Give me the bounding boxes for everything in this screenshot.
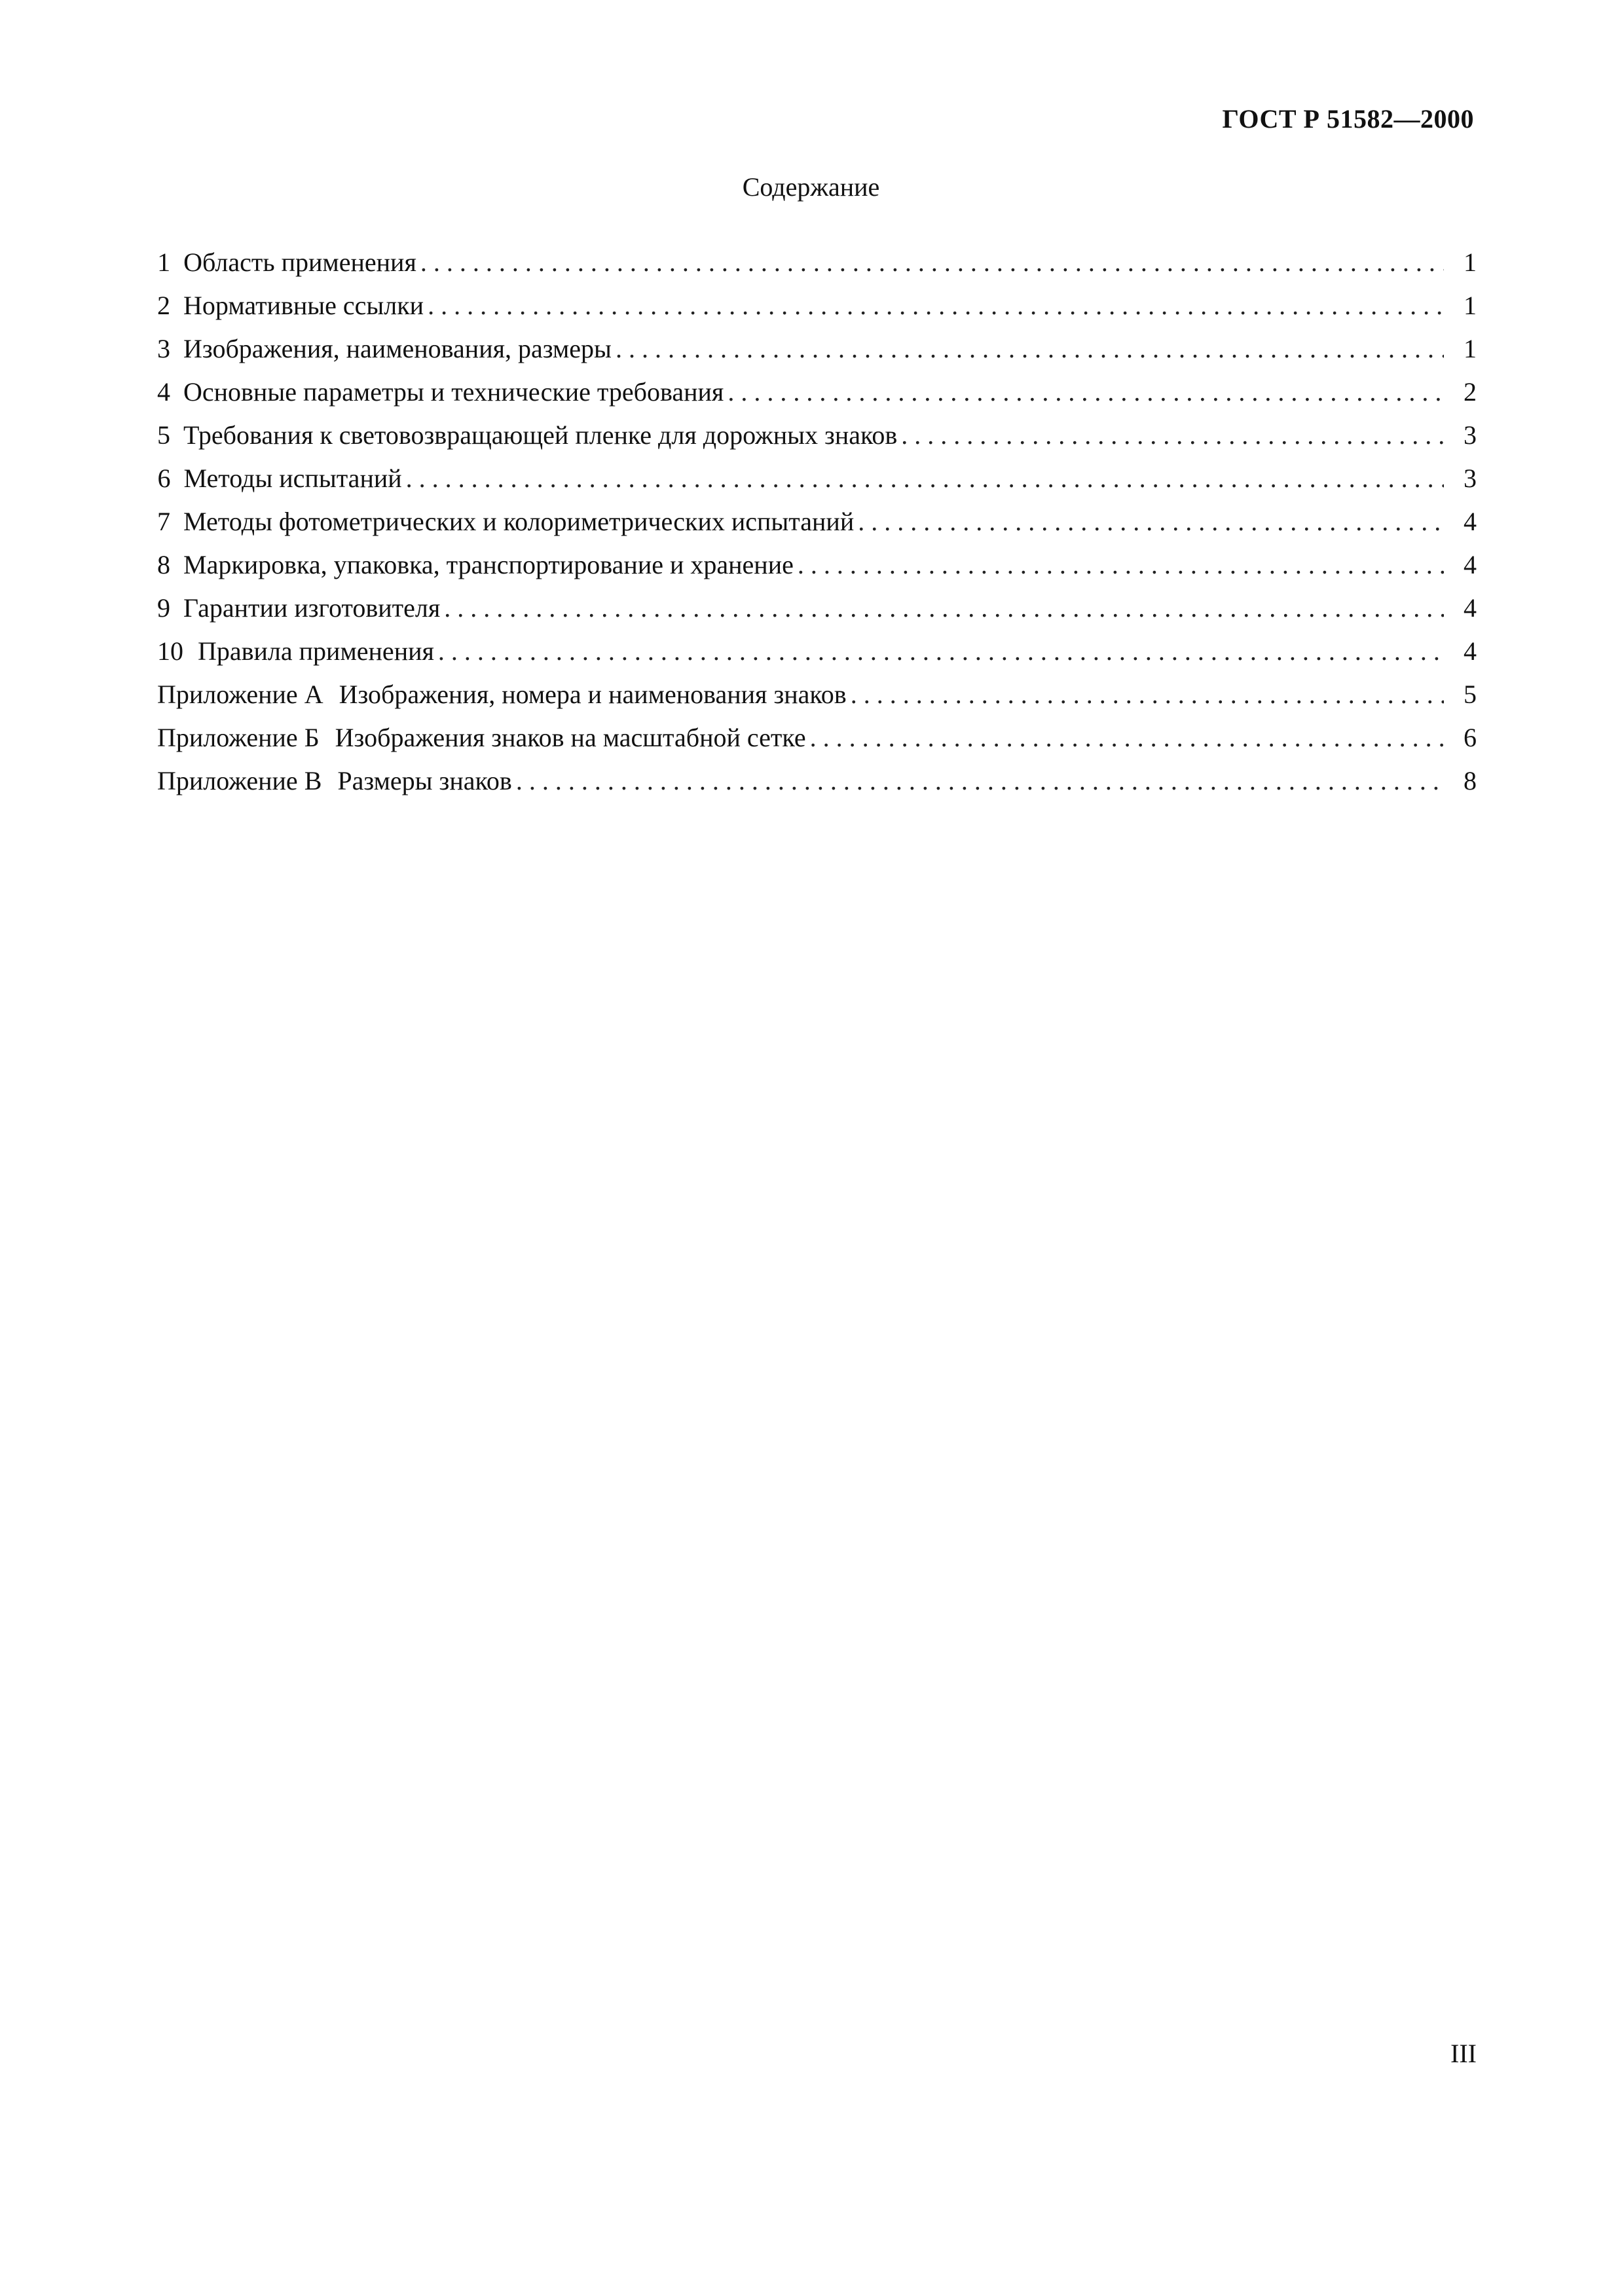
toc-dot-leader <box>444 592 1444 623</box>
toc-appendix-entry[interactable] <box>157 765 1477 809</box>
toc-entry-number: 2 <box>157 291 171 320</box>
toc-dot-leader <box>616 333 1444 364</box>
toc-entry-label: Методы фотометрических и колориметрических испытаний <box>183 507 855 536</box>
toc-entry-number: 4 <box>157 377 170 407</box>
toc-entry-label: Маркировка, упаковка, транспортирование и хранение <box>183 550 794 579</box>
toc-entry-label: Правила применения <box>198 636 434 666</box>
toc-entry-page: 6 <box>1464 723 1477 752</box>
toc-appendix-entry[interactable] <box>157 722 1477 765</box>
toc-entry[interactable] <box>157 376 1477 420</box>
toc-dot-leader <box>438 636 1444 666</box>
toc-entry-label: Изображения, номера и наименования знаков <box>339 680 847 709</box>
toc-entry-number: 6 <box>157 464 171 493</box>
toc-entry-page: 1 <box>1464 247 1477 277</box>
toc-entry-page: 3 <box>1464 420 1477 450</box>
toc-entry[interactable] <box>157 592 1477 636</box>
page-number: III <box>1450 2039 1477 2068</box>
toc-entry[interactable] <box>157 636 1477 679</box>
toc-entry-page: 5 <box>1464 680 1477 709</box>
toc-dot-leader <box>901 420 1444 450</box>
toc-entry-page: 1 <box>1464 291 1477 320</box>
toc-entry[interactable] <box>157 247 1477 290</box>
toc-entry-page: 4 <box>1464 593 1477 623</box>
toc-dot-leader <box>798 549 1444 580</box>
toc-title: Содержание <box>742 172 880 202</box>
toc-entry[interactable] <box>157 333 1477 376</box>
toc-dot-leader <box>420 247 1444 278</box>
toc-dot-leader <box>858 506 1444 537</box>
toc-entry-number: 7 <box>157 507 170 536</box>
toc-appendix-label: Приложение В <box>157 766 322 795</box>
toc-appendix-entry[interactable] <box>157 679 1477 722</box>
toc-entry-number: 10 <box>157 636 183 666</box>
toc-entry-number: 5 <box>157 420 170 450</box>
toc-dot-leader <box>516 765 1444 796</box>
toc-entry-page: 3 <box>1464 464 1477 493</box>
toc-entry[interactable] <box>157 549 1477 592</box>
document-code: ГОСТ Р 51582—2000 <box>1222 104 1474 134</box>
toc-dot-leader <box>810 722 1444 753</box>
toc-entry-label: Область применения <box>183 247 416 277</box>
toc-entry-page: 4 <box>1464 636 1477 666</box>
toc-entry-page: 1 <box>1464 334 1477 363</box>
toc-entry-page: 4 <box>1464 507 1477 536</box>
toc-entry[interactable] <box>157 420 1477 463</box>
toc-entry-label: Размеры знаков <box>337 766 512 795</box>
toc-entry-page: 4 <box>1464 550 1477 579</box>
toc-entry-label: Изображения знаков на масштабной сетке <box>335 723 806 752</box>
toc-dot-leader <box>851 679 1444 710</box>
toc-entry-label: Изображения, наименования, размеры <box>183 334 612 363</box>
toc-dot-leader <box>428 290 1444 321</box>
toc-appendix-label: Приложение Б <box>157 723 320 752</box>
toc-dot-leader <box>728 376 1444 407</box>
toc-appendix-label: Приложение А <box>157 680 323 709</box>
toc-entry-label: Нормативные ссылки <box>183 291 424 320</box>
toc-entry-number: 3 <box>157 334 170 363</box>
toc-dot-leader <box>406 463 1444 494</box>
toc-entry[interactable] <box>157 506 1477 549</box>
toc-entry-label: Требования к световозвращающей пленке для дорожных знаков <box>183 420 898 450</box>
table-of-contents <box>157 247 1477 809</box>
toc-entry-label: Основные параметры и технические требования <box>183 377 724 407</box>
toc-entry[interactable] <box>157 290 1477 333</box>
toc-entry-label: Гарантии изготовителя <box>183 593 441 623</box>
toc-entry-page: 8 <box>1464 766 1477 795</box>
toc-entry-page: 2 <box>1464 377 1477 407</box>
toc-entry-label: Методы испытаний <box>183 464 402 493</box>
toc-entry-number: 1 <box>157 247 171 277</box>
toc-entry[interactable] <box>157 463 1477 506</box>
toc-entry-number: 8 <box>157 550 170 579</box>
toc-entry-number: 9 <box>157 593 170 623</box>
